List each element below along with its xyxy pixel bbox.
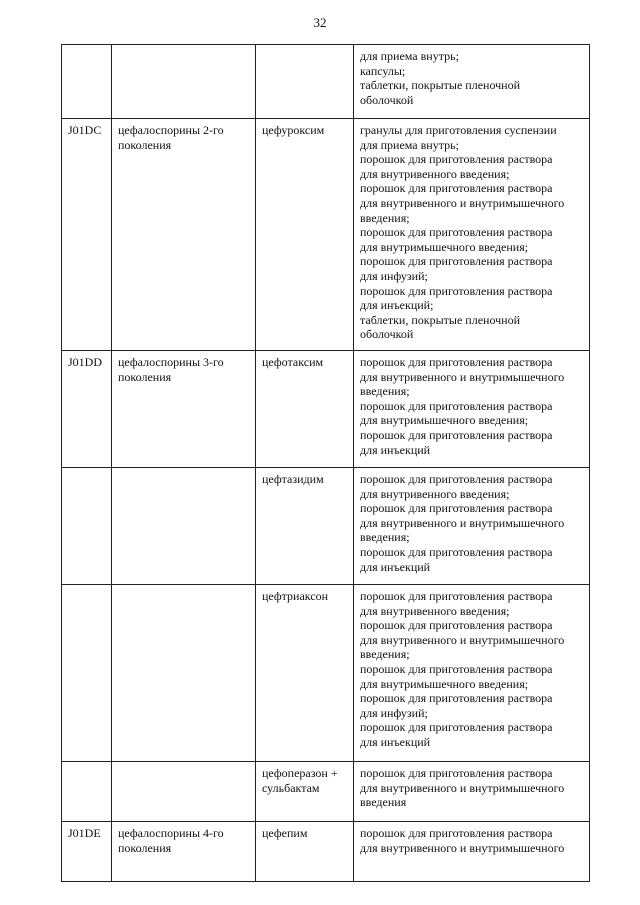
table-row — [62, 119, 590, 351]
atc-code: J01DE — [68, 826, 101, 840]
dosage-forms-line: для внутривенного и внутримышечного — [360, 780, 565, 795]
table-row — [62, 822, 590, 882]
atc-code-cell — [62, 45, 112, 119]
group-line: цефалоспорины 2-го — [118, 123, 224, 137]
dosage-forms-line: для приема внутрь; — [360, 137, 459, 152]
dosage-forms-line: оболочкой — [360, 92, 414, 107]
dosage-forms-line: порошок для приготовления раствора — [360, 589, 553, 603]
dosage-forms-line: капсулы; — [360, 63, 406, 78]
atc-code: J01DC — [68, 123, 102, 137]
dosage-forms-line: для внутримышечного введения; — [360, 413, 529, 428]
dosage-forms-line: таблетки, покрытые пленочной — [360, 312, 521, 327]
dosage-forms-line: для внутривенного и внутримышечного — [360, 369, 565, 384]
drug-name-cell — [256, 762, 354, 822]
dosage-forms-cell — [354, 351, 590, 468]
dosage-forms-line: порошок для приготовления раствора — [360, 225, 553, 240]
dosage-forms-line: для инъекций; — [360, 298, 434, 313]
dosage-forms-line: введения; — [360, 384, 410, 399]
dosage-forms-cell — [354, 585, 590, 762]
drug-name-cell — [256, 45, 354, 119]
group-line: цефалоспорины 3-го — [118, 355, 224, 369]
table-row — [62, 585, 590, 762]
dosage-forms-line: для внутривенного введения; — [360, 166, 510, 181]
dosage-forms-line: порошок для приготовления раствора — [360, 181, 553, 196]
dosage-forms-line: порошок для приготовления раствора — [360, 355, 553, 369]
group-cell — [112, 822, 256, 882]
dosage-forms-line: для внутривенного и внутримышечного — [360, 515, 565, 530]
atc-code: J01DD — [68, 355, 103, 369]
dosage-forms-line: для внутривенного и внутримышечного — [360, 840, 565, 855]
drug-name-cell — [256, 468, 354, 585]
atc-code-cell — [62, 585, 112, 762]
dosage-forms-line: для внутривенного введения; — [360, 603, 510, 618]
group-cell — [112, 585, 256, 762]
group-cell — [112, 351, 256, 468]
drug-name-cell — [256, 351, 354, 468]
dosage-forms-line: порошок для приготовления раствора — [360, 544, 553, 559]
dosage-forms-line: для внутримышечного введения; — [360, 239, 529, 254]
table-body — [62, 45, 590, 882]
group-line: цефалоспорины 4-го — [118, 826, 224, 840]
dosage-forms-line: порошок для приготовления раствора — [360, 618, 553, 633]
drug-name-line: цефепим — [262, 826, 308, 840]
dosage-forms-line: порошок для приготовления раствора — [360, 254, 553, 269]
table-row — [62, 468, 590, 585]
group-cell — [112, 468, 256, 585]
dosage-forms-line: порошок для приготовления раствора — [360, 501, 553, 516]
dosage-forms-line: для инфузий; — [360, 268, 428, 283]
drug-name-cell — [256, 822, 354, 882]
atc-code-cell — [62, 822, 112, 882]
drug-name-line: цефуроксим — [262, 123, 325, 137]
group-line: поколения — [118, 137, 172, 152]
group-cell — [112, 119, 256, 351]
dosage-forms-line: порошок для приготовления раствора — [360, 398, 553, 413]
dosage-forms-line: порошок для приготовления раствора — [360, 720, 553, 735]
dosage-forms-line: для внутривенного и внутримышечного — [360, 195, 565, 210]
dosage-forms-line: порошок для приготовления раствора — [360, 152, 553, 167]
drug-name-line: цефоперазон + — [262, 766, 338, 780]
dosage-forms-line: введения; — [360, 647, 410, 662]
dosage-forms-line: порошок для приготовления раствора — [360, 826, 553, 840]
dosage-forms-line: для инъекций — [360, 442, 431, 457]
dosage-forms-line: для инъекций — [360, 734, 431, 749]
dosage-forms-line: для инфузий; — [360, 705, 428, 720]
dosage-forms-line: для внутривенного и внутримышечного — [360, 632, 565, 647]
dosage-forms-line: порошок для приготовления раствора — [360, 661, 553, 676]
group-line: поколения — [118, 840, 172, 855]
dosage-forms-line: порошок для приготовления раствора — [360, 427, 553, 442]
dosage-forms-line: таблетки, покрытые пленочной — [360, 78, 521, 93]
dosage-forms-line: порошок для приготовления раствора — [360, 283, 553, 298]
dosage-forms-line: введения; — [360, 530, 410, 545]
dosage-forms-line: введения; — [360, 210, 410, 225]
group-cell — [112, 762, 256, 822]
dosage-forms-line: оболочкой — [360, 327, 414, 342]
dosage-forms-cell — [354, 822, 590, 882]
dosage-forms-line: порошок для приготовления раствора — [360, 766, 553, 780]
dosage-forms-line: порошок для приготовления раствора — [360, 472, 553, 486]
drug-name-cell — [256, 119, 354, 351]
dosage-forms-cell — [354, 468, 590, 585]
drug-name-line: цефтазидим — [262, 472, 324, 486]
dosage-forms-cell — [354, 45, 590, 119]
group-cell — [112, 45, 256, 119]
dosage-forms-line: для приема внутрь; — [360, 49, 459, 63]
table-row — [62, 45, 590, 119]
dosage-forms-line: введения — [360, 795, 407, 810]
dosage-forms-line: для внутривенного введения; — [360, 486, 510, 501]
dosage-forms-line: порошок для приготовления раствора — [360, 691, 553, 706]
group-line: поколения — [118, 369, 172, 384]
dosage-forms-cell — [354, 119, 590, 351]
drug-table — [61, 44, 590, 882]
atc-code-cell — [62, 468, 112, 585]
drug-name-cell — [256, 585, 354, 762]
atc-code-cell — [62, 762, 112, 822]
dosage-forms-line: для инъекций — [360, 559, 431, 574]
dosage-forms-line: для внутримышечного введения; — [360, 676, 529, 691]
drug-name-line: сульбактам — [262, 780, 320, 795]
drug-name-line: цефотаксим — [262, 355, 324, 369]
dosage-forms-cell — [354, 762, 590, 822]
table-row — [62, 351, 590, 468]
drug-name-line: цефтриаксон — [262, 589, 329, 603]
page-number: 32 — [313, 15, 327, 30]
dosage-forms-line: гранулы для приготовления суспензии — [360, 123, 557, 137]
atc-code-cell — [62, 119, 112, 351]
table-row — [62, 762, 590, 822]
atc-code-cell — [62, 351, 112, 468]
